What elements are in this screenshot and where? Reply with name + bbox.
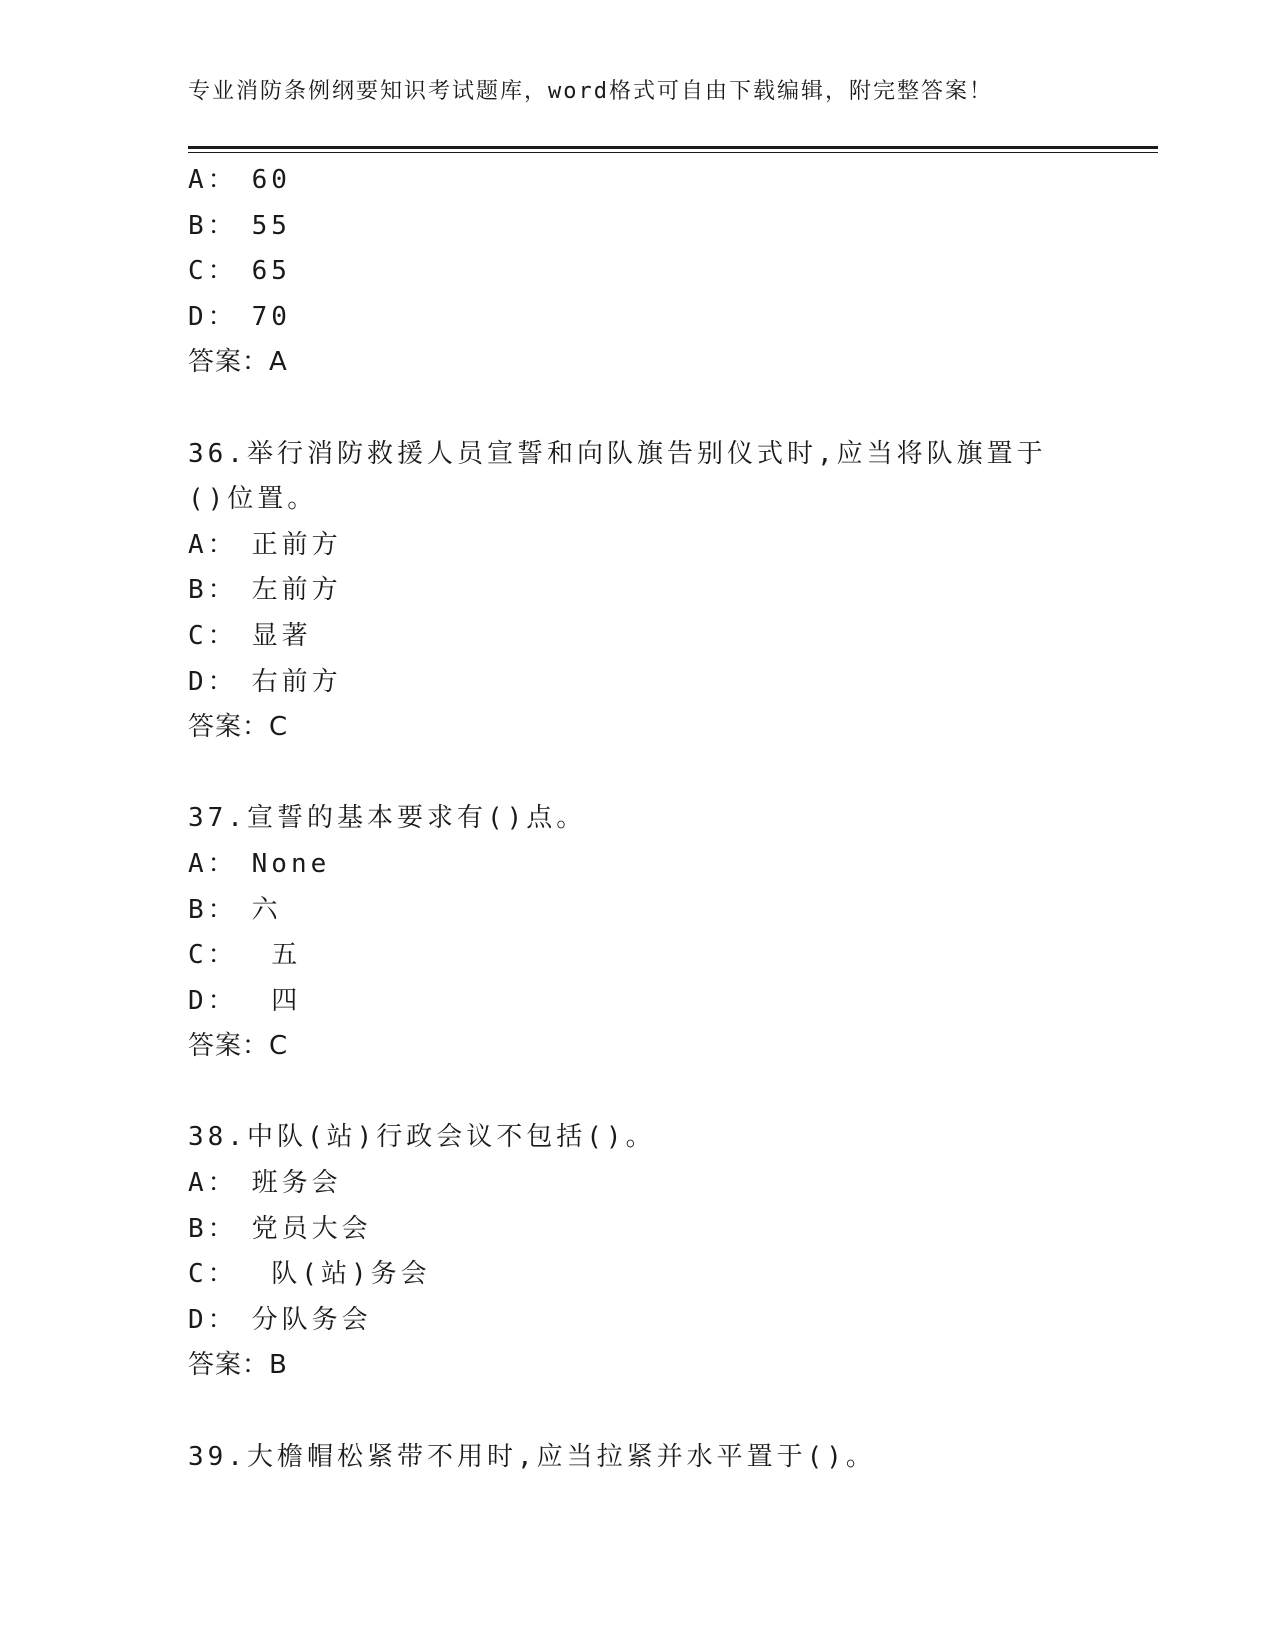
option-text: 70 xyxy=(251,301,291,332)
option-c xyxy=(188,249,1088,295)
option-text: 60 xyxy=(251,165,291,195)
option-b xyxy=(188,888,1088,934)
option-label: B： xyxy=(188,575,238,606)
option-text: 班务会 xyxy=(251,1168,342,1199)
option-text: 正前方 xyxy=(251,529,342,560)
option-b xyxy=(188,568,1088,614)
question-text: 39.大檐帽松紧带不用时,应当拉紧并水平置于()。 xyxy=(188,1441,876,1472)
question-text: 38.中队(站)行政会议不包括()。 xyxy=(188,1122,656,1153)
option-c xyxy=(188,933,1088,979)
option-label: C： xyxy=(188,620,238,651)
option-text: 右前方 xyxy=(251,666,342,697)
option-d xyxy=(188,1298,1088,1344)
option-label: C： xyxy=(188,1259,238,1290)
option-d xyxy=(188,295,1088,341)
option-label: A： xyxy=(188,529,238,560)
question-text: 36.举行消防救援人员宣誓和向队旗告别仪式时,应当将队旗置于()位置。 xyxy=(188,438,1047,515)
question-list xyxy=(188,158,1088,1480)
option-text: 55 xyxy=(251,210,291,241)
option-text: 左前方 xyxy=(251,575,342,606)
option-text: 四 xyxy=(251,985,302,1016)
option-label: B： xyxy=(188,1213,238,1244)
answer-line: 答案：C xyxy=(188,712,289,743)
page-header: 专业消防条例纲要知识考试题库，word格式可自由下载编辑，附完整答案！ xyxy=(188,79,993,104)
option-text: None xyxy=(251,848,331,879)
question-block-35 xyxy=(188,158,1088,386)
option-text: 显著 xyxy=(251,620,312,651)
option-text: 队(站)务会 xyxy=(251,1259,431,1290)
option-a xyxy=(188,842,1088,888)
option-text: 65 xyxy=(251,256,291,287)
option-d xyxy=(188,979,1088,1025)
option-text: 六 xyxy=(251,894,282,925)
option-a xyxy=(188,523,1088,569)
answer-line: 答案：C xyxy=(188,1031,289,1062)
option-c xyxy=(188,1252,1088,1298)
option-label: D： xyxy=(188,985,238,1016)
option-b xyxy=(188,1207,1088,1253)
option-label: A： xyxy=(188,165,238,195)
question-block-36 xyxy=(188,432,1088,751)
question-block-39 xyxy=(188,1435,1088,1481)
question-block-38 xyxy=(188,1115,1088,1389)
option-a xyxy=(188,1161,1088,1207)
option-text: 五 xyxy=(251,940,302,971)
option-label: A： xyxy=(188,1168,238,1199)
option-d xyxy=(188,660,1088,706)
option-label: D： xyxy=(188,301,238,332)
answer-line: 答案：B xyxy=(188,1350,288,1381)
option-b xyxy=(188,204,1088,250)
option-a xyxy=(188,158,1088,204)
option-label: B： xyxy=(188,894,238,925)
option-label: D： xyxy=(188,666,238,697)
header-rule-thick xyxy=(188,146,1158,149)
option-c xyxy=(188,614,1088,660)
option-label: D： xyxy=(188,1304,238,1335)
option-label: B： xyxy=(188,210,238,241)
option-text: 党员大会 xyxy=(251,1213,372,1244)
option-label: C： xyxy=(188,256,238,287)
option-text: 分队务会 xyxy=(251,1304,372,1335)
header-rule-thin xyxy=(188,152,1158,153)
question-block-37 xyxy=(188,796,1088,1070)
answer-line: 答案：A xyxy=(188,347,288,378)
question-text: 37.宣誓的基本要求有()点。 xyxy=(188,803,587,834)
option-label: C： xyxy=(188,940,238,971)
option-label: A： xyxy=(188,848,238,879)
